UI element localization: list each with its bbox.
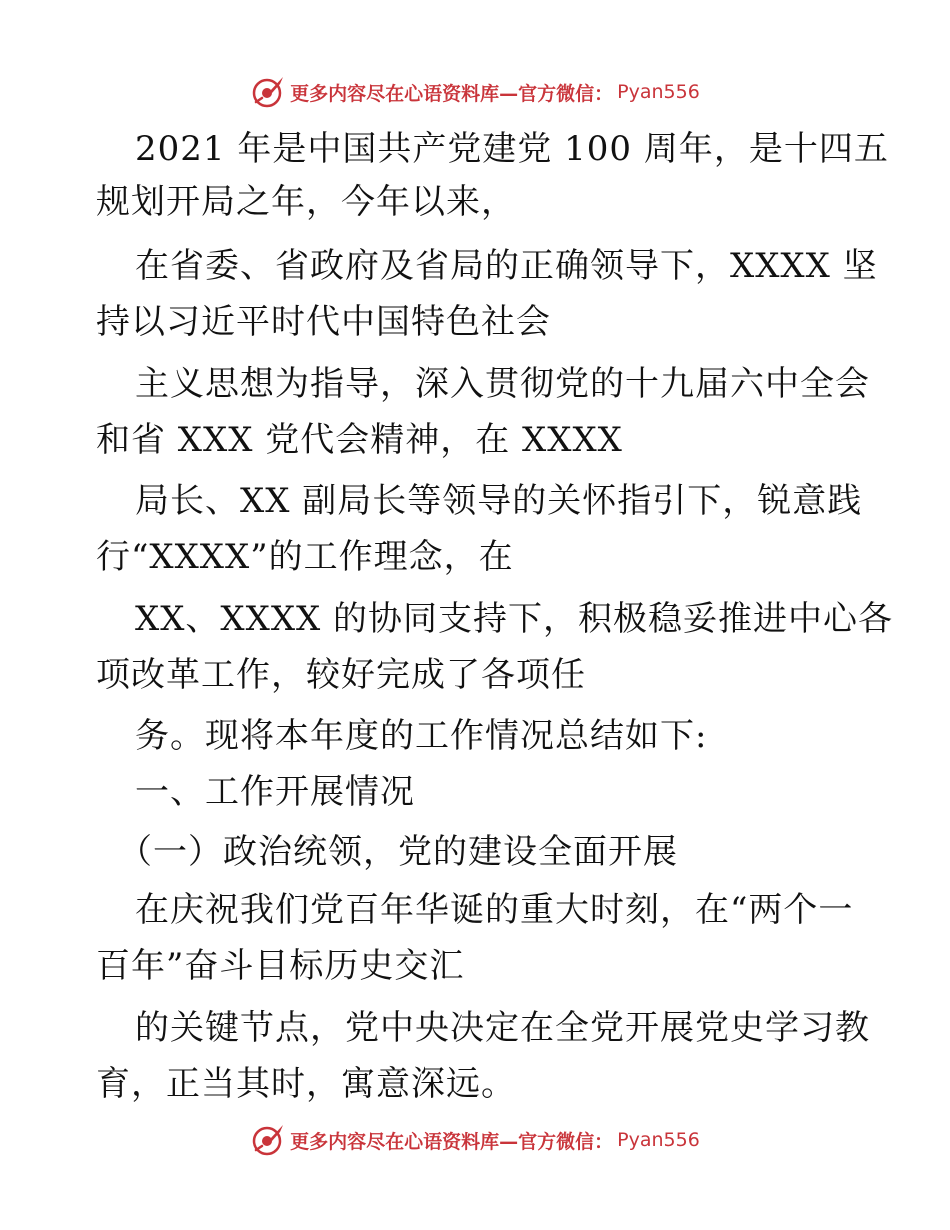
paragraph-line: 的关键节点，党中央决定在全党开展党史学习教: [135, 1008, 870, 1048]
paragraph-line: 务。现将本年度的工作情况总结如下:: [135, 716, 708, 756]
paragraph-line: 持以习近平时代中国特色社会: [96, 302, 551, 342]
watermark-banner-top: [0, 72, 950, 112]
paragraph-line: 在庆祝我们党百年华诞的重大时刻，在“两个一: [135, 890, 854, 930]
paragraph-line: 局长、XX 副局长等领导的关怀指引下，锐意践: [135, 481, 863, 521]
watermark-banner-bottom: [0, 1120, 950, 1160]
paragraph-line: 规划开局之年，今年以来，: [96, 182, 516, 222]
subsection-heading: （一）政治统领，党的建设全面开展: [118, 832, 678, 872]
paragraph-line: 2021 年是中国共产党建党 100 周年，是十四五: [135, 129, 889, 169]
watermark-text: 更多内容尽在心语资料库—官方微信：: [290, 1130, 614, 1153]
paragraph-line: 项改革工作，较好完成了各项任: [96, 655, 586, 695]
quill-seal-icon: [250, 1122, 286, 1158]
paragraph-line: 在省委、省政府及省局的正确领导下，XXXX 坚: [135, 246, 878, 286]
watermark-handle: Pyan556: [617, 81, 700, 103]
watermark-text: 更多内容尽在心语资料库—官方微信：: [290, 82, 614, 105]
watermark-handle: Pyan556: [617, 1129, 700, 1151]
quill-seal-icon: [250, 74, 286, 110]
paragraph-line: 行“XXXX”的工作理念，在: [96, 537, 514, 577]
paragraph-line: 和省 XXX 党代会精神，在 XXXX: [96, 420, 623, 460]
paragraph-line: 育，正当其时，寓意深远。: [96, 1064, 516, 1104]
paragraph-line: XX、XXXX 的协同支持下，积极稳妥推进中心各: [135, 599, 894, 639]
section-heading: 一、工作开展情况: [135, 772, 415, 812]
paragraph-line: 百年”奋斗目标历史交汇: [96, 946, 465, 986]
paragraph-line: 主义思想为指导，深入贯彻党的十九届六中全会: [135, 364, 870, 404]
